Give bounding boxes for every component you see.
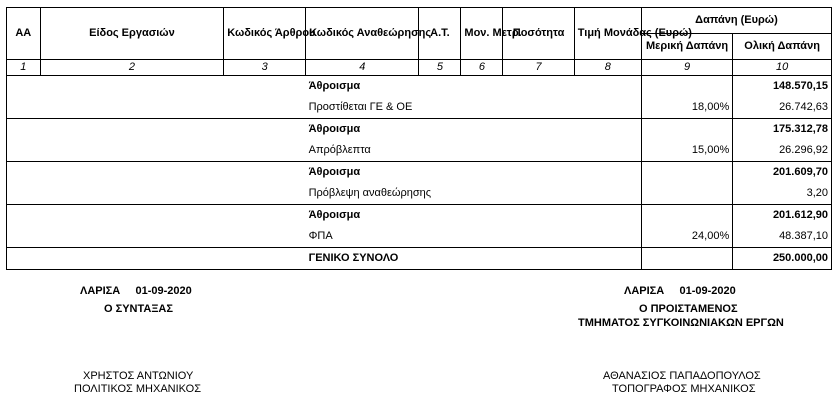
table-row xyxy=(7,205,832,227)
header-aa: ΑΑ xyxy=(7,8,41,60)
table-row xyxy=(7,97,832,119)
header-oliki: Ολική Δαπάνη xyxy=(733,34,832,60)
row-total: 48.387,10 xyxy=(733,226,832,248)
column-number: 4 xyxy=(306,60,419,76)
header-kodikos-anatheorisis: Κωδικός Αναθεώρησης xyxy=(306,8,419,60)
row-total: 175.312,78 xyxy=(733,119,832,141)
left-place-date: ΛΑΡΙΣΑ 01-09-2020 xyxy=(80,285,192,297)
right-signatory-name: ΑΘΑΝΑΣΙΟΣ ΠΑΠΑΔΟΠΟΥΛΟΣ xyxy=(603,370,761,382)
header-dapani: Δαπάνη (Ευρώ) xyxy=(641,8,831,34)
row-label: Άθροισμα xyxy=(306,205,642,227)
column-number: 2 xyxy=(40,60,224,76)
row-label: Άθροισμα xyxy=(306,119,642,141)
table-row xyxy=(7,76,832,98)
row-label: Προστίθεται ΓΕ & ΟΕ xyxy=(308,101,413,113)
table-row xyxy=(7,183,832,205)
row-total: 201.609,70 xyxy=(733,162,832,184)
right-role-department: ΤΜΗΜΑΤΟΣ ΣΥΓΚΟΙΝΩΝΙΑΚΩΝ ΕΡΓΩΝ xyxy=(578,317,784,329)
row-percent: 18,00% xyxy=(641,97,732,119)
row-percent: 15,00% xyxy=(641,140,732,162)
header-meriki: Μερική Δαπάνη xyxy=(641,34,732,60)
grand-total-row xyxy=(7,248,832,270)
column-number: 3 xyxy=(224,60,306,76)
row-total: 201.612,90 xyxy=(733,205,832,227)
column-number: 10 xyxy=(733,60,832,76)
header-monada: Μον. Μετρ. xyxy=(461,8,503,60)
row-percent xyxy=(641,183,732,205)
table-row xyxy=(7,226,832,248)
column-number-row xyxy=(7,60,832,76)
row-total: 3,20 xyxy=(733,183,832,205)
row-percent: 24,00% xyxy=(641,226,732,248)
table-row xyxy=(7,119,832,141)
row-label: Άθροισμα xyxy=(306,76,642,98)
row-label: ΦΠΑ xyxy=(308,230,333,242)
row-percent xyxy=(641,76,732,98)
row-percent xyxy=(641,119,732,141)
table-row xyxy=(7,140,832,162)
row-label: Άθροισμα xyxy=(306,162,642,184)
row-total: 26.742,63 xyxy=(733,97,832,119)
column-number: 6 xyxy=(461,60,503,76)
row-label: Πρόβλεψη αναθεώρησης xyxy=(308,187,432,199)
row-percent xyxy=(641,205,732,227)
row-total: 26.296,92 xyxy=(733,140,832,162)
grand-total-label: ΓΕΝΙΚΟ ΣΥΝΟΛΟ xyxy=(306,248,642,270)
header-posotita: Ποσότητα xyxy=(503,8,574,60)
left-signatory-title: ΠΟΛΙΤΙΚΟΣ ΜΗΧΑΝΙΚΟΣ xyxy=(74,383,202,395)
column-number: 5 xyxy=(419,60,461,76)
budget-table xyxy=(6,7,832,270)
row-total: 148.570,15 xyxy=(733,76,832,98)
right-place-date: ΛΑΡΙΣΑ 01-09-2020 xyxy=(624,285,736,297)
left-role: Ο ΣΥΝΤΑΞΑΣ xyxy=(104,303,173,315)
left-signatory-name: ΧΡΗΣΤΟΣ ΑΝΤΩΝΙΟΥ xyxy=(83,370,194,382)
grand-total-value: 250.000,00 xyxy=(733,248,832,270)
header-eidos: Είδος Εργασιών xyxy=(40,8,224,60)
column-number: 1 xyxy=(7,60,41,76)
column-number: 8 xyxy=(574,60,641,76)
header-at: Α.Τ. xyxy=(419,8,461,60)
header-timi-monadas: Τιμή Μονάδας (Ευρώ) xyxy=(574,8,641,60)
row-percent xyxy=(641,162,732,184)
table-row xyxy=(7,162,832,184)
header-kodikos-arthrou: Κωδικός Άρθρου xyxy=(224,8,306,60)
column-number: 7 xyxy=(503,60,574,76)
right-signatory-title: ΤΟΠΟΓΡΑΦΟΣ ΜΗΧΑΝΙΚΟΣ xyxy=(612,383,756,395)
column-number: 9 xyxy=(641,60,732,76)
right-role: Ο ΠΡΟΙΣΤΑΜΕΝΟΣ xyxy=(639,303,738,315)
row-label: Απρόβλεπτα xyxy=(308,144,371,156)
